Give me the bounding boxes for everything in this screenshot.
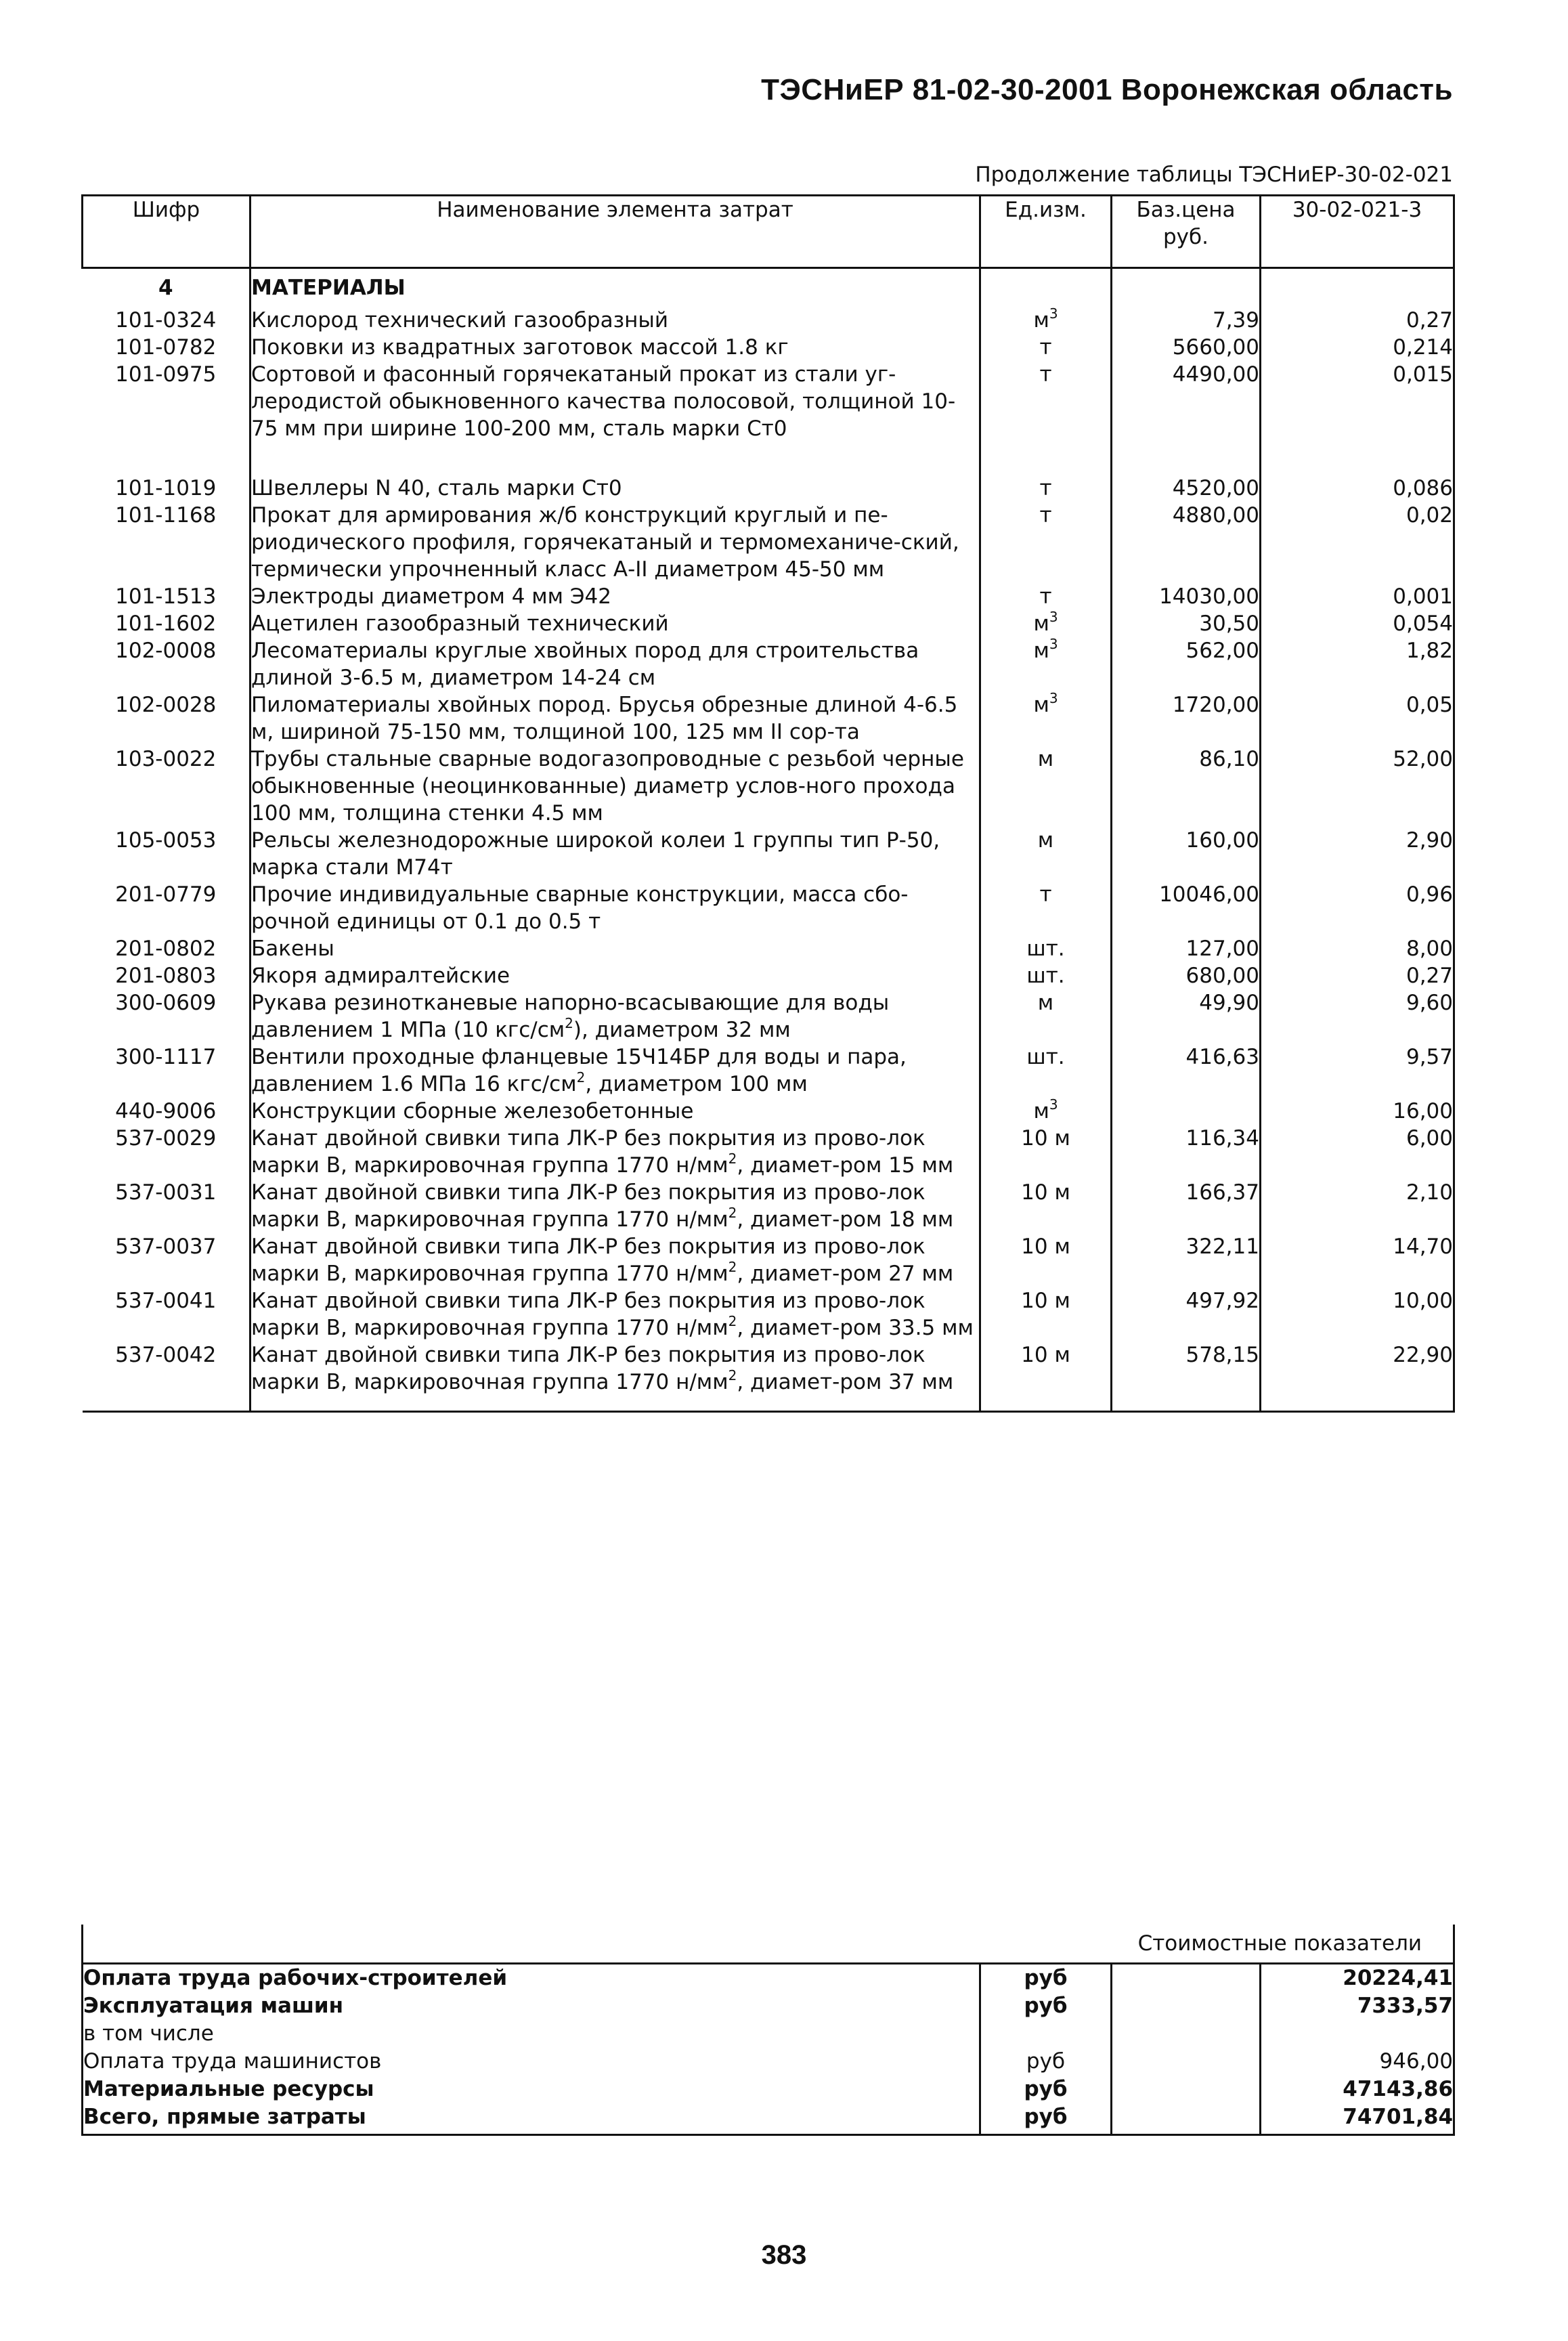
material-code: 101-1168	[115, 503, 217, 528]
material-code: 537-0042	[115, 1343, 217, 1367]
table-row	[83, 334, 1454, 361]
material-quantity: 0,27	[1261, 307, 1454, 334]
material-name: Бакены	[251, 935, 980, 962]
table-row	[83, 1098, 1454, 1125]
material-base-price: 322,11	[1112, 1233, 1261, 1287]
material-name: Кислород технический газообразный	[251, 307, 980, 334]
table-row	[83, 361, 1454, 475]
material-name-text: Вентили проходные фланцевые 15Ч14БР для воды и пара, давлением 1.6 МПа 16 кгс/см	[251, 1045, 907, 1096]
table-header-row	[83, 196, 1454, 268]
material-quantity: 0,015	[1261, 361, 1454, 475]
unit-text: м	[1033, 1099, 1049, 1123]
material-unit	[980, 1044, 1112, 1098]
cost-value: 946,00	[1261, 2048, 1454, 2076]
document-header-title: ТЭСНиЕР 81-02-30-2001 Воронежская область	[761, 73, 1453, 106]
material-name-text: Канат двойной свивки типа ЛК-Р без покрытия из прово-лок марки В, маркировочная группа 1770 н/мм	[251, 1343, 925, 1394]
materials-table	[81, 194, 1455, 1413]
cost-unit: руб	[980, 1992, 1112, 2020]
material-unit	[980, 827, 1112, 881]
material-base-price: 416,63	[1112, 1044, 1261, 1098]
material-quantity: 2,90	[1261, 827, 1454, 881]
material-name-text: Рукава резинотканевые напорно-всасывающие для воды давлением 1 МПа (10 кгс/см	[251, 991, 890, 1042]
material-base-price: 1720,00	[1112, 691, 1261, 746]
cost-value: 20224,41	[1261, 1964, 1454, 1993]
cost-empty-cell	[1112, 2103, 1261, 2135]
section-row	[83, 268, 1454, 307]
material-unit	[980, 1098, 1112, 1125]
cost-value: 47143,86	[1261, 2076, 1454, 2103]
cost-empty-cell	[1112, 1992, 1261, 2020]
material-name-text: , диамет-ром 15 мм	[737, 1153, 954, 1178]
material-unit	[980, 610, 1112, 637]
cost-empty-cell	[1112, 2076, 1261, 2103]
unit-text: м	[1037, 828, 1054, 853]
superscript: 3	[1049, 1096, 1058, 1113]
table-row	[83, 1233, 1454, 1287]
material-name-text: Канат двойной свивки типа ЛК-Р без покрытия из прово-лок марки В, маркировочная группа 1770 н/мм	[251, 1289, 925, 1340]
superscript: 3	[1049, 305, 1058, 322]
material-quantity: 0,02	[1261, 502, 1454, 583]
material-unit	[980, 1287, 1112, 1341]
header-name: Наименование элемента затрат	[251, 196, 980, 268]
material-unit	[980, 334, 1112, 361]
cost-summary-row	[83, 1992, 1454, 2020]
material-base-price: 14030,00	[1112, 583, 1261, 610]
material-code: 101-0324	[115, 308, 217, 332]
table-row	[83, 475, 1454, 502]
material-unit	[980, 881, 1112, 935]
material-code: 537-0029	[115, 1126, 217, 1151]
material-code: 537-0031	[115, 1180, 217, 1205]
header-norm: 30-02-021-3	[1261, 196, 1454, 268]
material-quantity: 16,00	[1261, 1098, 1454, 1125]
material-name: Электроды диаметром 4 мм Э42	[251, 583, 980, 610]
material-quantity: 8,00	[1261, 935, 1454, 962]
material-name-text: , диамет-ром 33.5 мм	[737, 1316, 974, 1340]
material-quantity: 2,10	[1261, 1179, 1454, 1233]
material-name: Сортовой и фасонный горячекатаный прокат из стали уг-леродистой обыкновенного качества полосовой, толщиной 10-75 мм при ширине 100-200 мм, сталь марки Ст0	[251, 361, 980, 475]
cost-unit	[980, 2020, 1112, 2048]
unit-text: м	[1033, 693, 1049, 717]
material-base-price: 127,00	[1112, 935, 1261, 962]
material-name: Лесоматериалы круглые хвойных пород для строительства длиной 3-6.5 м, диаметром 14-24 см	[251, 637, 980, 691]
section-code: 4	[158, 276, 173, 300]
material-code: 101-0782	[115, 335, 217, 360]
material-code: 103-0022	[115, 747, 217, 771]
unit-text: шт.	[1026, 1045, 1065, 1069]
superscript: 2	[728, 1204, 737, 1221]
material-name	[251, 1125, 980, 1179]
cost-summary-title: Стоимостные показатели	[83, 1925, 1454, 1964]
cost-value	[1261, 2020, 1454, 2048]
material-code: 101-1602	[115, 611, 217, 636]
table-row	[83, 637, 1454, 691]
table-row	[83, 502, 1454, 583]
superscript: 2	[728, 1258, 737, 1275]
superscript: 2	[728, 1150, 737, 1167]
material-base-price: 680,00	[1112, 962, 1261, 989]
table-row	[83, 962, 1454, 989]
material-name-text: Канат двойной свивки типа ЛК-Р без покрытия из прово-лок марки В, маркировочная группа 1770 н/мм	[251, 1126, 925, 1178]
material-quantity: 10,00	[1261, 1287, 1454, 1341]
cost-unit: руб	[980, 2076, 1112, 2103]
material-name: Швеллеры N 40, сталь марки Ст0	[251, 475, 980, 502]
material-quantity: 0,27	[1261, 962, 1454, 989]
material-code: 201-0803	[115, 964, 217, 988]
material-name: Трубы стальные сварные водогазопроводные с резьбой черные обыкновенные (неоцинкованные) диаметр услов-ного прохода 100 мм, толщина стенки 4.5 мм	[251, 746, 980, 827]
superscript: 3	[1049, 635, 1058, 652]
table-row	[83, 989, 1454, 1044]
material-base-price: 49,90	[1112, 989, 1261, 1044]
unit-text: м	[1037, 991, 1054, 1015]
material-code: 101-1513	[115, 584, 217, 609]
material-quantity: 0,96	[1261, 881, 1454, 935]
material-name-text: , диамет-ром 27 мм	[737, 1262, 954, 1286]
material-unit	[980, 502, 1112, 583]
table-row	[83, 691, 1454, 746]
material-unit	[980, 475, 1112, 502]
unit-text: м	[1033, 611, 1049, 636]
material-unit	[980, 637, 1112, 691]
material-quantity: 14,70	[1261, 1233, 1454, 1287]
material-name-text: , диаметром 100 мм	[585, 1072, 808, 1096]
material-name: Пиломатериалы хвойных пород. Брусья обрезные длиной 4-6.5 м, шириной 75-150 мм, толщиной 100, 125 мм II сор-та	[251, 691, 980, 746]
material-name: Ацетилен газообразный технический	[251, 610, 980, 637]
unit-text: т	[1039, 503, 1052, 528]
material-base-price: 497,92	[1112, 1287, 1261, 1341]
material-quantity: 1,82	[1261, 637, 1454, 691]
material-unit	[980, 691, 1112, 746]
superscript: 3	[1049, 608, 1058, 625]
material-base-price: 5660,00	[1112, 334, 1261, 361]
header-unit: Ед.изм.	[980, 196, 1112, 268]
material-name-text: Канат двойной свивки типа ЛК-Р без покрытия из прово-лок марки В, маркировочная группа 1770 н/мм	[251, 1180, 925, 1232]
material-unit	[980, 1233, 1112, 1287]
material-quantity: 0,054	[1261, 610, 1454, 637]
material-quantity: 0,05	[1261, 691, 1454, 746]
table-row	[83, 307, 1454, 334]
material-code: 201-0779	[115, 882, 217, 907]
table-row	[83, 610, 1454, 637]
table-row	[83, 1044, 1454, 1098]
material-unit	[980, 989, 1112, 1044]
table-row	[83, 935, 1454, 962]
cost-summary-table	[81, 1925, 1455, 2136]
unit-text: 10 м	[1021, 1126, 1070, 1151]
material-name-text: ), диаметром 32 мм	[573, 1018, 791, 1042]
table-row	[83, 827, 1454, 881]
cost-summary-row	[83, 2048, 1454, 2076]
table-row	[83, 1125, 1454, 1179]
unit-text: шт.	[1026, 937, 1065, 961]
superscript: 2	[565, 1014, 573, 1031]
material-base-price: 4490,00	[1112, 361, 1261, 475]
material-name: Конструкции сборные железобетонные	[251, 1098, 980, 1125]
cost-unit: руб	[980, 2103, 1112, 2135]
cost-summary-row	[83, 2020, 1454, 2048]
material-name-text: Канат двойной свивки типа ЛК-Р без покрытия из прово-лок марки В, маркировочная группа 1770 н/мм	[251, 1234, 925, 1286]
cost-label: Материальные ресурсы	[83, 2076, 980, 2103]
material-name: Прокат для армирования ж/б конструкций круглый и пе-риодического профиля, горячекатаный и термомеханиче-ский, термически упрочненный класс А-II диаметром 45-50 мм	[251, 502, 980, 583]
material-unit	[980, 307, 1112, 334]
material-unit	[980, 935, 1112, 962]
material-code: 101-0975	[115, 362, 217, 387]
material-name-text: , диамет-ром 18 мм	[737, 1207, 954, 1232]
material-base-price: 86,10	[1112, 746, 1261, 827]
table-row	[83, 1287, 1454, 1341]
unit-text: м	[1033, 639, 1049, 663]
material-unit	[980, 746, 1112, 827]
page-number: 383	[761, 2240, 807, 2270]
unit-text: м	[1033, 308, 1049, 332]
material-quantity: 0,001	[1261, 583, 1454, 610]
unit-text: м	[1037, 747, 1054, 771]
cost-label: в том числе	[83, 2020, 980, 2048]
material-code: 101-1019	[115, 476, 217, 500]
unit-text: 10 м	[1021, 1180, 1070, 1205]
material-code: 537-0041	[115, 1289, 217, 1313]
material-quantity: 52,00	[1261, 746, 1454, 827]
material-quantity: 9,57	[1261, 1044, 1454, 1098]
unit-text: 10 м	[1021, 1343, 1070, 1367]
material-unit	[980, 962, 1112, 989]
unit-text: т	[1039, 335, 1052, 360]
material-base-price: 166,37	[1112, 1179, 1261, 1233]
material-unit	[980, 583, 1112, 610]
material-unit	[980, 1179, 1112, 1233]
material-name: Рельсы железнодорожные широкой колеи 1 группы тип Р-50, марка стали М74т	[251, 827, 980, 881]
table-row	[83, 1179, 1454, 1233]
unit-text: т	[1039, 476, 1052, 500]
unit-text: т	[1039, 362, 1052, 387]
material-code: 300-0609	[115, 991, 217, 1015]
material-unit	[980, 1341, 1112, 1412]
material-name: Поковки из квадратных заготовок массой 1.8 кг	[251, 334, 980, 361]
unit-text: 10 м	[1021, 1234, 1070, 1259]
material-base-price	[1112, 1098, 1261, 1125]
material-base-price: 10046,00	[1112, 881, 1261, 935]
cost-unit: руб	[980, 2048, 1112, 2076]
material-base-price: 4880,00	[1112, 502, 1261, 583]
cost-summary-row	[83, 2103, 1454, 2135]
cost-label: Всего, прямые затраты	[83, 2103, 980, 2135]
cost-label: Оплата труда машинистов	[83, 2048, 980, 2076]
cost-empty-cell	[1112, 2020, 1261, 2048]
table-row	[83, 583, 1454, 610]
material-code: 105-0053	[115, 828, 217, 853]
cost-unit: руб	[980, 1964, 1112, 1993]
superscript: 2	[728, 1367, 737, 1383]
unit-text: 10 м	[1021, 1289, 1070, 1313]
unit-text: т	[1039, 882, 1052, 907]
material-name	[251, 1044, 980, 1098]
material-base-price: 30,50	[1112, 610, 1261, 637]
material-code: 537-0037	[115, 1234, 217, 1259]
cost-label: Оплата труда рабочих-строителей	[83, 1964, 980, 1993]
material-base-price: 4520,00	[1112, 475, 1261, 502]
material-base-price: 7,39	[1112, 307, 1261, 334]
cost-summary-title-row	[83, 1925, 1454, 1964]
material-name: Якоря адмиралтейские	[251, 962, 980, 989]
material-quantity: 9,60	[1261, 989, 1454, 1044]
unit-text: шт.	[1026, 964, 1065, 988]
table-row	[83, 746, 1454, 827]
material-name	[251, 1233, 980, 1287]
cost-value: 7333,57	[1261, 1992, 1454, 2020]
material-name: Прочие индивидуальные сварные конструкции, масса сбо-рочной единицы от 0.1 до 0.5 т	[251, 881, 980, 935]
material-quantity: 6,00	[1261, 1125, 1454, 1179]
material-code: 102-0028	[115, 693, 217, 717]
cost-label: Эксплуатация машин	[83, 1992, 980, 2020]
cost-summary-row	[83, 1964, 1454, 1993]
material-base-price: 578,15	[1112, 1341, 1261, 1412]
material-code: 102-0008	[115, 639, 217, 663]
material-base-price: 160,00	[1112, 827, 1261, 881]
material-base-price: 116,34	[1112, 1125, 1261, 1179]
table-continuation-note: Продолжение таблицы ТЭСНиЕР-30-02-021	[975, 163, 1453, 187]
material-unit	[980, 361, 1112, 475]
material-name	[251, 1287, 980, 1341]
material-name	[251, 1179, 980, 1233]
section-title: МАТЕРИАЛЫ	[251, 268, 980, 307]
material-quantity: 22,90	[1261, 1341, 1454, 1412]
material-quantity: 0,214	[1261, 334, 1454, 361]
cost-value: 74701,84	[1261, 2103, 1454, 2135]
table-row	[83, 881, 1454, 935]
material-code: 300-1117	[115, 1045, 217, 1069]
material-unit	[980, 1125, 1112, 1179]
cost-empty-cell	[1112, 2048, 1261, 2076]
material-base-price: 562,00	[1112, 637, 1261, 691]
material-name-text: , диамет-ром 37 мм	[737, 1370, 954, 1394]
superscript: 2	[576, 1069, 586, 1086]
material-name	[251, 989, 980, 1044]
material-name	[251, 1341, 980, 1412]
header-code: Шифр	[83, 196, 251, 268]
header-price: Баз.цена руб.	[1112, 196, 1261, 268]
cost-empty-cell	[1112, 1964, 1261, 1993]
material-code: 440-9006	[115, 1099, 217, 1123]
cost-summary-row	[83, 2076, 1454, 2103]
table-row	[83, 1341, 1454, 1412]
material-code: 201-0802	[115, 937, 217, 961]
unit-text: т	[1039, 584, 1052, 609]
superscript: 2	[728, 1312, 737, 1329]
material-quantity: 0,086	[1261, 475, 1454, 502]
superscript: 3	[1049, 689, 1058, 706]
